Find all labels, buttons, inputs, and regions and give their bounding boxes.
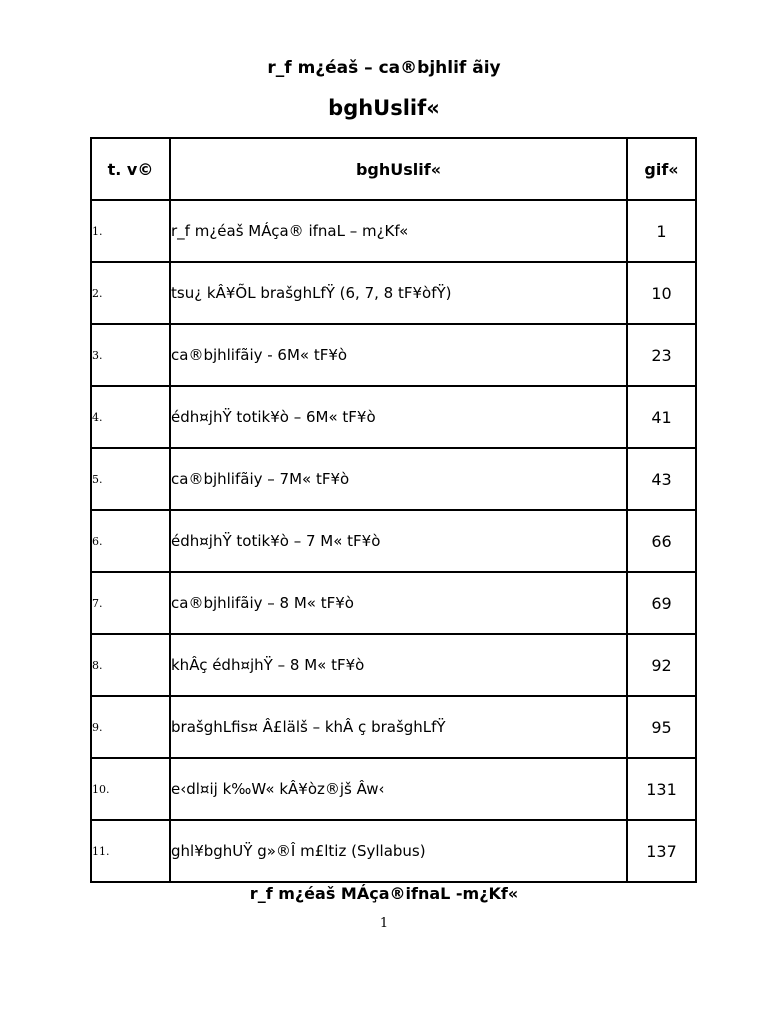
column-header-page: gif« <box>627 138 696 200</box>
page-cell: 10 <box>627 262 696 324</box>
topic-cell: ghl¥bghUŸ g»®Î m£ltiz (Syllabus) <box>170 820 627 882</box>
serial-cell: 9. <box>91 696 170 758</box>
table-row <box>91 572 696 634</box>
serial-cell: 3. <box>91 324 170 386</box>
document-title: bghUslif« <box>328 96 440 120</box>
page-cell: 95 <box>627 696 696 758</box>
table-row <box>91 820 696 882</box>
topic-cell: brašghLfis¤ Â£lälš – khÂ ç brašghLfŸ <box>170 696 627 758</box>
page-cell: 41 <box>627 386 696 448</box>
topic-cell: tsu¿ kÂ¥ÕL brašghLfŸ (6, 7, 8 tF¥òfŸ) <box>170 262 627 324</box>
table-body <box>91 200 696 882</box>
page-cell: 69 <box>627 572 696 634</box>
table-header-row <box>91 138 696 200</box>
contents-table <box>90 137 697 883</box>
serial-cell: 5. <box>91 448 170 510</box>
topic-cell: e‹dl¤ij k‰W« kÂ¥òz®jš Âw‹ <box>170 758 627 820</box>
table-row <box>91 324 696 386</box>
footer-text: r_f m¿éaš MÁça®ifnaL -m¿Kf« <box>249 884 519 903</box>
table-row <box>91 510 696 572</box>
serial-cell: 10. <box>91 758 170 820</box>
table-row <box>91 448 696 510</box>
page-cell: 131 <box>627 758 696 820</box>
serial-cell: 6. <box>91 510 170 572</box>
topic-cell: ca®bjhlifãiy – 7M« tF¥ò <box>170 448 627 510</box>
topic-cell: édh¤jhŸ totik¥ò – 7 M« tF¥ò <box>170 510 627 572</box>
table-row <box>91 634 696 696</box>
page-cell: 1 <box>627 200 696 262</box>
serial-cell: 1. <box>91 200 170 262</box>
serial-cell: 2. <box>91 262 170 324</box>
serial-cell: 4. <box>91 386 170 448</box>
topic-cell: ca®bjhlifãiy – 8 M« tF¥ò <box>170 572 627 634</box>
page-cell: 43 <box>627 448 696 510</box>
topic-cell: khÂç édh¤jhŸ – 8 M« tF¥ò <box>170 634 627 696</box>
page-cell: 66 <box>627 510 696 572</box>
column-header-serial: t. v© <box>91 138 170 200</box>
table-row <box>91 696 696 758</box>
page-cell: 92 <box>627 634 696 696</box>
document-subtitle: r_f m¿éaš – ca®bjhlif ãiy <box>267 58 501 78</box>
column-header-topic: bghUslif« <box>170 138 627 200</box>
table-row <box>91 262 696 324</box>
table-row <box>91 758 696 820</box>
topic-cell: édh¤jhŸ totik¥ò – 6M« tF¥ò <box>170 386 627 448</box>
page-cell: 137 <box>627 820 696 882</box>
table-row <box>91 386 696 448</box>
table-row <box>91 200 696 262</box>
serial-cell: 8. <box>91 634 170 696</box>
serial-cell: 11. <box>91 820 170 882</box>
page-cell: 23 <box>627 324 696 386</box>
topic-cell: r_f m¿éaš MÁça® ifnaL – m¿Kf« <box>170 200 627 262</box>
serial-cell: 7. <box>91 572 170 634</box>
topic-cell: ca®bjhlifãiy - 6M« tF¥ò <box>170 324 627 386</box>
page-number: 1 <box>379 916 389 931</box>
